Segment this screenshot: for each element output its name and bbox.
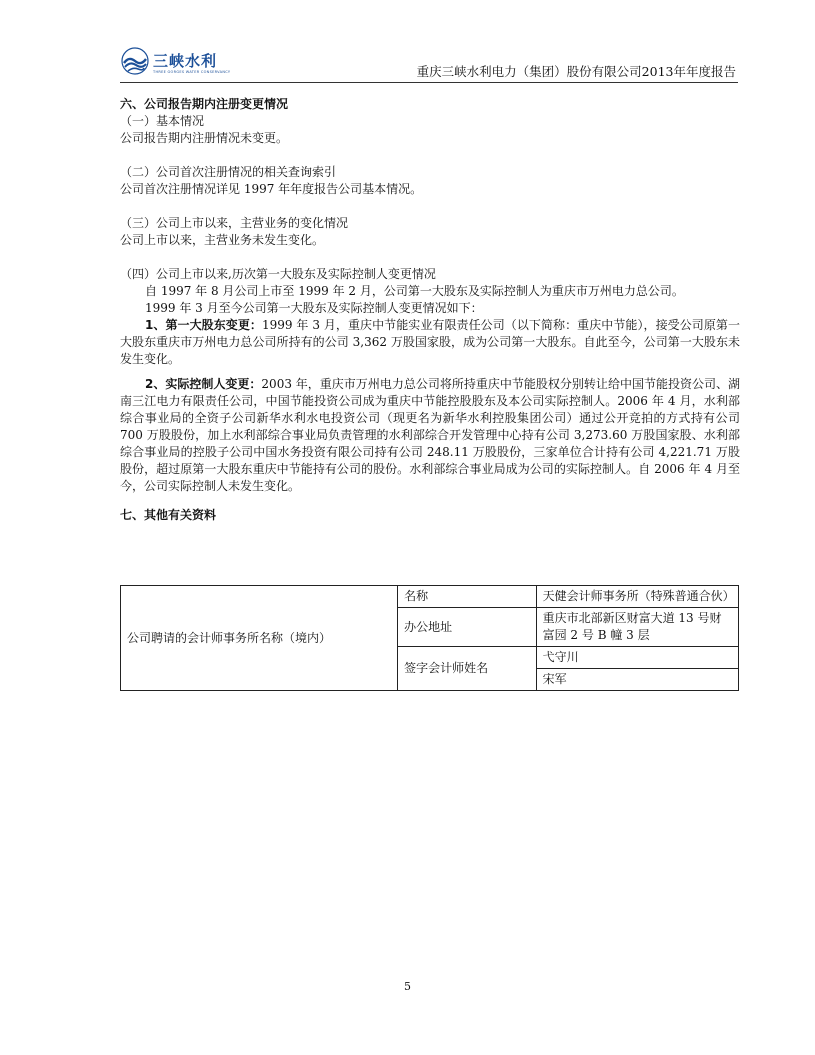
shareholder-change-item <box>120 317 740 368</box>
page-number: 5 <box>404 980 411 993</box>
page-header <box>120 42 738 83</box>
subsection-2-title: （二）公司首次注册情况的相关查询索引 <box>120 165 337 179</box>
signer-name-1: 弋守川 <box>536 647 738 669</box>
subsection-3-title: （三）公司上市以来，主营业务的变化情况 <box>120 216 349 230</box>
subsection-4-paragraph-1: 自 1997 年 8 月公司上市至 1999 年 2 月，公司第一大股东及实际控制人为重庆市万州电力总公司。 <box>145 284 684 298</box>
subsection-4-paragraph-2: 1999 年 3 月至今公司第一大股东及实际控制人变更情况如下： <box>145 301 483 315</box>
logo-text: 三峡水利 <box>153 52 218 70</box>
wave-logo-icon <box>120 46 150 76</box>
subsection-2-text: 公司首次注册情况详见 1997 年年度报告公司基本情况。 <box>120 182 423 196</box>
company-logo <box>120 46 240 78</box>
subsection-1-text: 公司报告期内注册情况未变更。 <box>120 131 289 145</box>
other-info-table <box>120 585 739 691</box>
logo-subtext: THREE GORGES WATER CONSERVANCY <box>153 70 231 74</box>
subsection-3-text: 公司上市以来，主营业务未发生变化。 <box>120 233 325 247</box>
signer-name-2: 宋军 <box>536 669 738 691</box>
subsection-4-title: （四）公司上市以来,历次第一大股东及实际控制人变更情况 <box>120 267 436 281</box>
name-value: 天健会计师事务所（特殊普通合伙） <box>536 586 738 608</box>
accounting-firm-row-label: 公司聘请的会计师事务所名称（境内） <box>121 586 398 691</box>
shareholder-change-text: 1999 年 3 月，重庆中节能实业有限责任公司（以下简称：重庆中节能），接受公司原第一大股东重庆市万州电力总公司所持有的公司 3,362 万股国家股，成为公司第一大股东。自此至今，公司第一大股东未发生变化。 <box>120 318 740 366</box>
report-title: 重庆三峡水利电力（集团）股份有限公司2013年年度报告 <box>416 64 736 79</box>
address-value: 重庆市北部新区财富大道 13 号财富园 2 号 B 幢 3 层 <box>536 608 738 647</box>
main-content <box>120 96 740 524</box>
subsection-1-title: （一）基本情况 <box>120 114 205 128</box>
table-row <box>121 586 739 608</box>
section-6-heading: 六、公司报告期内注册变更情况 <box>120 97 289 111</box>
signer-label: 签字会计师姓名 <box>398 647 537 691</box>
shareholder-change-label: 1、第一大股东变更： <box>145 318 262 332</box>
address-label: 办公地址 <box>398 608 537 647</box>
name-label: 名称 <box>398 586 537 608</box>
controller-change-label: 2、实际控制人变更： <box>145 377 262 391</box>
controller-change-item <box>120 376 740 495</box>
controller-change-text: 2003 年，重庆市万州电力总公司将所持重庆中节能股权分别转让给中国节能投资公司、湖南三江电力有限责任公司，中国节能投资公司成为重庆中节能控股股东及本公司实际控制人。2006 年 4 月，水利部综合事业局的全资子公司新华水利水电投资公司（现更名为新华水利控股集团公司）通过公开竞拍的方式持有公司 700 万股股份，加上水利部综合事业局负责管理的水利部综合开发管理中心持有公司 3,273.60 万股国家股、水利部综合事业局的控股子公司中国水务投资有限公司持有公司 248.11 万股股份，三家单位合计持有公司 4,221.71 万股股份，超过原第一大股东重庆中节能持有公司的股份。水利部综合事业局成为公司的实际控制人。自 2006 年 4 月至今，公司实际控制人未发生变化。 <box>120 377 741 493</box>
section-7-heading: 七、其他有关资料 <box>120 508 217 522</box>
